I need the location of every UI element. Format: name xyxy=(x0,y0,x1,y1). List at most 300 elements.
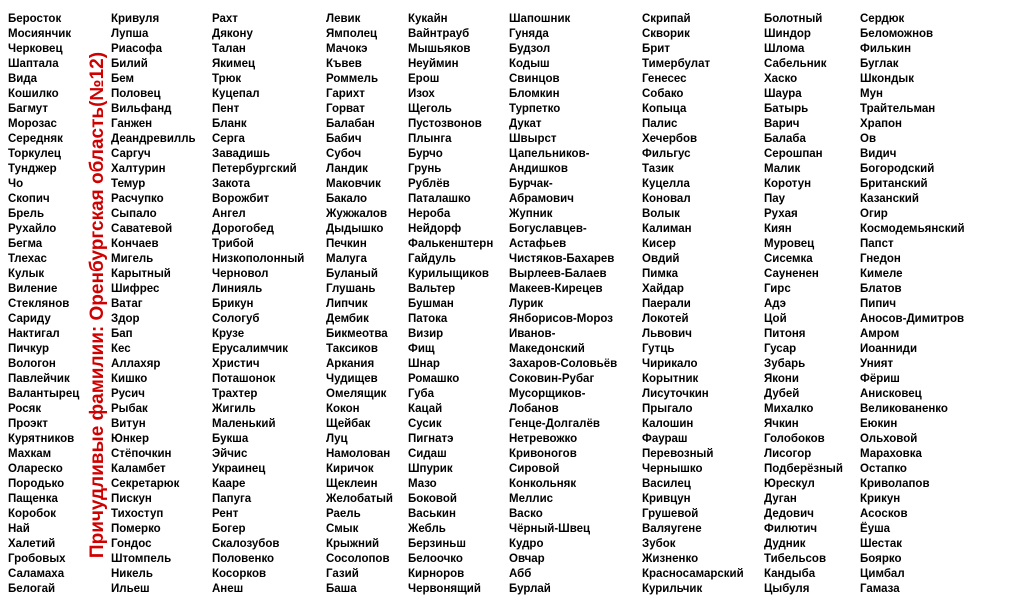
surname-item: Балаба xyxy=(764,133,806,145)
surname-item: Завадишь xyxy=(212,148,270,160)
surname-item: Крузе xyxy=(212,328,245,340)
surname-item: Овдий xyxy=(642,253,680,265)
surname-item: Къвев xyxy=(326,58,362,70)
surname-item: Ямполец xyxy=(326,28,378,40)
surname-item: Сыпало xyxy=(111,208,157,220)
surname-item: Махкам xyxy=(8,448,52,460)
surname-item: Лурик xyxy=(509,298,544,310)
surname-item: Локотей xyxy=(642,313,689,325)
surname-item: Половец xyxy=(111,88,161,100)
surname-item: Дудник xyxy=(764,538,806,550)
surname-item: Сердюк xyxy=(860,13,905,25)
surname-column-8 xyxy=(764,12,843,597)
surname-item: Каламбет xyxy=(111,463,166,475)
surname-item: Грунь xyxy=(408,163,442,175)
surname-item: Паерали xyxy=(642,298,691,310)
surname-item: Коновал xyxy=(642,193,691,205)
surname-item: Саламаха xyxy=(8,568,65,580)
surname-item: Луц xyxy=(326,433,348,445)
surname-item: Кацай xyxy=(408,403,443,415)
surname-item: Ворожбит xyxy=(212,193,270,205)
surname-item: Породько xyxy=(8,478,65,490)
surname-item: Морозас xyxy=(8,118,57,130)
surname-item: Маковчик xyxy=(326,178,381,190)
surname-item: Низкополонный xyxy=(212,253,305,265)
surname-item: Киричок xyxy=(326,463,374,475)
surname-item: Курятников xyxy=(8,433,75,445)
surname-item: Бем xyxy=(111,73,135,85)
surname-item: Мусорщиков- xyxy=(509,388,586,400)
surname-item: Лисогор xyxy=(764,448,812,460)
surname-item: Печкин xyxy=(326,238,367,250)
surname-item: Фаураш xyxy=(642,433,688,445)
surname-item: Шаура xyxy=(764,88,802,100)
surname-item: Лисуточкин xyxy=(642,388,709,400)
surname-item: Лобанов xyxy=(509,403,559,415)
surname-item: Чёрный-Швец xyxy=(509,523,591,535)
surname-item: Мун xyxy=(860,88,883,100)
surname-item: Папуга xyxy=(212,493,252,505)
surname-item: Мышьяков xyxy=(408,43,471,55)
surname-item: Ромашко xyxy=(408,373,460,385)
surname-item: Тихоступ xyxy=(111,508,164,520)
surname-item: Червонящий xyxy=(408,583,481,595)
surname-item: Буглак xyxy=(860,58,899,70)
surname-item: Жизненко xyxy=(642,553,699,565)
surname-item: Львович xyxy=(642,328,692,340)
surname-item: Тазик xyxy=(642,163,674,175)
surname-item: Скалозубов xyxy=(212,538,280,550)
surname-item: Гуняда xyxy=(509,28,549,40)
surname-item: Василец xyxy=(642,478,691,490)
surname-item: Паталашко xyxy=(408,193,471,205)
surname-item: Цимбал xyxy=(860,568,905,580)
surname-item: Кокон xyxy=(326,403,360,415)
surname-item: Гусар xyxy=(764,343,797,355)
surname-item: Липчик xyxy=(326,298,368,310)
surname-item: Секретарюк xyxy=(111,478,180,490)
surname-item: Янборисов-Мороз xyxy=(509,313,613,325)
surname-item: Таксиков xyxy=(326,343,378,355)
surname-item: Бурчо xyxy=(408,148,443,160)
surname-item: Куцепал xyxy=(212,88,260,100)
surname-item: Губа xyxy=(408,388,434,400)
surname-item: Шнар xyxy=(408,358,440,370)
surname-item: Ватаг xyxy=(111,298,143,310)
surname-item: Подберёзный xyxy=(764,463,843,475)
surname-item: Филькин xyxy=(860,43,912,55)
surname-item: Щеголь xyxy=(408,103,452,115)
surname-item: Вида xyxy=(8,73,38,85)
surname-item: Бикмеотва xyxy=(326,328,388,340)
surname-item: Гайдуль xyxy=(408,253,456,265)
surname-column-2 xyxy=(111,12,196,597)
surname-item: Здор xyxy=(111,313,140,325)
surname-item: Боковой xyxy=(408,493,457,505)
surname-item: Пустозвонов xyxy=(408,118,482,130)
surname-item: Богер xyxy=(212,523,246,535)
surname-item: Сосолопов xyxy=(326,553,390,565)
surname-item: Плынга xyxy=(408,133,452,145)
surname-column-1 xyxy=(8,12,79,597)
surname-item: Линияль xyxy=(212,283,263,295)
surname-item: Белоочко xyxy=(408,553,463,565)
surname-item: Эйчис xyxy=(212,448,248,460)
surname-item: Болотный xyxy=(764,13,823,25)
surname-item: Богородский xyxy=(860,163,935,175)
surname-item: Абб xyxy=(509,568,532,580)
surname-item: Генце-Долгалёв xyxy=(509,418,600,430)
surname-item: Меллис xyxy=(509,493,554,505)
surname-item: Тибельсов xyxy=(764,553,827,565)
surname-item: Андишков xyxy=(509,163,568,175)
surname-item: Дуган xyxy=(764,493,797,505)
surname-item: Рент xyxy=(212,508,239,520)
surname-item: Цыбуля xyxy=(764,583,810,595)
surname-item: Проэкт xyxy=(8,418,48,430)
surname-item: Чудищев xyxy=(326,373,378,385)
surname-item: Букша xyxy=(212,433,249,445)
surname-item: Стеклянов xyxy=(8,298,70,310)
surname-item: Гамаза xyxy=(860,583,900,595)
surname-item: Будзол xyxy=(509,43,551,55)
surname-item: Куцелла xyxy=(642,178,690,190)
surname-item: Блатов xyxy=(860,283,902,295)
surname-item: Видич xyxy=(860,148,897,160)
surname-item: Балабан xyxy=(326,118,375,130)
surname-item: Кошилко xyxy=(8,88,59,100)
surname-item: Халетий xyxy=(8,538,56,550)
surname-item: Желобатый xyxy=(326,493,393,505)
surname-item: Нактигал xyxy=(8,328,60,340)
surname-item: Малик xyxy=(764,163,801,175)
surname-item: Бланк xyxy=(212,118,247,130)
surname-item: Папст xyxy=(860,238,894,250)
surname-item: Буланый xyxy=(326,268,378,280)
surname-item: Нетревожко xyxy=(509,433,578,445)
surname-item: Ов xyxy=(860,133,877,145)
surname-item: Аносов-Димитров xyxy=(860,313,965,325)
surname-item: Брикун xyxy=(212,298,254,310)
surname-item: Патока xyxy=(408,313,448,325)
surname-item: Рухая xyxy=(764,208,798,220)
surname-item: Гирс xyxy=(764,283,791,295)
surname-item: Сусик xyxy=(408,418,442,430)
surname-item: Жужжалов xyxy=(326,208,388,220)
surname-item: Косорков xyxy=(212,568,267,580)
surname-item: Ганжен xyxy=(111,118,153,130)
surname-item: Трахтер xyxy=(212,388,258,400)
surname-item: Чирикало xyxy=(642,358,698,370)
surname-item: Ерош xyxy=(408,73,440,85)
surname-item: Зубарь xyxy=(764,358,806,370)
surname-item: Половенко xyxy=(212,553,275,565)
surname-item: Ангел xyxy=(212,208,246,220)
surname-item: Дубей xyxy=(764,388,800,400)
surname-item: Изох xyxy=(408,88,435,100)
surname-item: Бурлай xyxy=(509,583,551,595)
surname-item: Неуймин xyxy=(408,58,459,70)
surname-item: Сологуб xyxy=(212,313,260,325)
surname-item: Сауненен xyxy=(764,268,819,280)
surname-item: Раель xyxy=(326,508,361,520)
surname-item: Никель xyxy=(111,568,153,580)
page-title: Причудливые фамилии: Оренбургская область(№12) xyxy=(87,51,108,559)
surname-item: Тимербулат xyxy=(642,58,711,70)
surname-item: Филютич xyxy=(764,523,818,535)
surname-item: Красносамарский xyxy=(642,568,744,580)
surname-item: Анисковец xyxy=(860,388,922,400)
surname-item: Пичкур xyxy=(8,343,50,355)
surname-column-5 xyxy=(408,12,493,597)
surname-item: Чернышко xyxy=(642,463,703,475)
surname-item: Сабельник xyxy=(764,58,827,70)
surname-item: Иванов- xyxy=(509,328,556,340)
surname-item: Риасофа xyxy=(111,43,163,55)
surname-item: Дукат xyxy=(509,118,542,130)
surname-item: Павлейчик xyxy=(8,373,70,385)
surname-item: Макеев-Кирецев xyxy=(509,283,603,295)
surname-item: Хайдар xyxy=(642,283,684,295)
surname-item: Чо xyxy=(8,178,24,190)
surname-item: Смык xyxy=(326,523,359,535)
surname-item: Кончаев xyxy=(111,238,159,250)
surname-item: Бабич xyxy=(326,133,362,145)
surname-item: Глушань xyxy=(326,283,376,295)
surname-item: Саргуч xyxy=(111,148,151,160)
surname-item: Остапко xyxy=(860,463,907,475)
surname-item: Мигель xyxy=(111,253,154,265)
surname-item: Васко xyxy=(509,508,543,520)
surname-item: Кулык xyxy=(8,268,45,280)
surname-item: Визир xyxy=(408,328,444,340)
surname-item: Казанский xyxy=(860,193,919,205)
surname-item: Ландик xyxy=(326,163,368,175)
surname-item: Кукайн xyxy=(408,13,448,25)
surname-item: Рахт xyxy=(212,13,238,25)
surname-item: Коротун xyxy=(764,178,812,190)
surname-item: Намолован xyxy=(326,448,391,460)
surname-item: Анеш xyxy=(212,583,244,595)
surname-item: Хаско xyxy=(764,73,798,85)
surname-item: Соковин-Рубаг xyxy=(509,373,595,385)
surname-item: Фёриш xyxy=(860,373,900,385)
surname-item: Кривуля xyxy=(111,13,160,25)
surname-item: Халтурин xyxy=(111,163,166,175)
surname-item: Расчупко xyxy=(111,193,164,205)
surname-item: Грушевой xyxy=(642,508,699,520)
surname-item: Юрескул xyxy=(764,478,815,490)
surname-item: Ерусалимчик xyxy=(212,343,288,355)
surname-item: Кисер xyxy=(642,238,676,250)
surname-item: Христич xyxy=(212,358,260,370)
surname-item: Кирноров xyxy=(408,568,465,580)
surname-item: Вальтер xyxy=(408,283,456,295)
surname-item: Кудро xyxy=(509,538,544,550)
surname-item: Курильчик xyxy=(642,583,703,595)
surname-item: Космодемьянский xyxy=(860,223,965,235)
surname-item: Сидаш xyxy=(408,448,447,460)
surname-item: Швырст xyxy=(509,133,557,145)
surname-item: Шкондык xyxy=(860,73,915,85)
surname-item: Юнкер xyxy=(111,433,149,445)
surname-item: Карытный xyxy=(111,268,171,280)
surname-item: Васькин xyxy=(408,508,456,520)
surname-item: Скрипай xyxy=(642,13,691,25)
surname-item: Омелящик xyxy=(326,388,387,400)
surname-item: Бломкин xyxy=(509,88,560,100)
surname-item: Стёпочкин xyxy=(111,448,172,460)
surname-item: Киян xyxy=(764,223,792,235)
surname-item: Чистяков-Бахарев xyxy=(509,253,615,265)
surname-item: Кес xyxy=(111,343,131,355)
surname-item: Якимец xyxy=(212,58,256,70)
surname-column-7 xyxy=(642,12,744,597)
surname-item: Шлома xyxy=(764,43,805,55)
surname-item: Адэ xyxy=(764,298,786,310)
surname-item: Криволапов xyxy=(860,478,930,490)
surname-item: Шпурик xyxy=(408,463,453,475)
surname-item: Михалко xyxy=(764,403,814,415)
surname-item: Цапельников- xyxy=(509,148,590,160)
surname-item: Перевозный xyxy=(642,448,714,460)
surname-item: Кааре xyxy=(212,478,246,490)
surname-item: Мазо xyxy=(408,478,437,490)
surname-item: Якони xyxy=(764,373,799,385)
surname-item: Пискун xyxy=(111,493,152,505)
surname-item: Гробовых xyxy=(8,553,66,565)
surname-item: Сариду xyxy=(8,313,51,325)
surname-item: Муровец xyxy=(764,238,815,250)
surname-item: Росяк xyxy=(8,403,42,415)
surname-item: Великованенко xyxy=(860,403,948,415)
surname-item: Валантырец xyxy=(8,388,80,400)
surname-item: Билий xyxy=(111,58,148,70)
surname-item: Гондос xyxy=(111,538,152,550)
surname-item: Прыгало xyxy=(642,403,693,415)
surname-item: Британский xyxy=(860,178,928,190)
surname-item: Сисемка xyxy=(764,253,813,265)
surname-item: Пипич xyxy=(860,298,897,310)
surname-item: Рублёв xyxy=(408,178,450,190)
surname-item: Померко xyxy=(111,523,161,535)
surname-item: Македонский xyxy=(509,343,585,355)
surname-item: Вырлеев-Балаев xyxy=(509,268,607,280)
surname-column-4 xyxy=(326,12,393,597)
surname-item: Шестак xyxy=(860,538,902,550)
surname-item: Абрамович xyxy=(509,193,574,205)
surname-item: Тлехас xyxy=(8,253,47,265)
surname-item: Темур xyxy=(111,178,146,190)
surname-item: Шапошник xyxy=(509,13,571,25)
surname-item: Крикун xyxy=(860,493,901,505)
surname-item: Трайтельман xyxy=(860,103,936,115)
surname-item: Пимка xyxy=(642,268,678,280)
surname-item: Фильгус xyxy=(642,148,691,160)
surname-item: Овчар xyxy=(509,553,545,565)
surname-item: Трюк xyxy=(212,73,242,85)
surname-item: Жупник xyxy=(509,208,553,220)
surname-item: Дорогобед xyxy=(212,223,274,235)
surname-item: Пент xyxy=(212,103,240,115)
surname-item: Пащенка xyxy=(8,493,58,505)
surname-item: Вильфанд xyxy=(111,103,172,115)
surname-item: Копыца xyxy=(642,103,687,115)
surname-item: Палис xyxy=(642,118,678,130)
surname-item: Дембик xyxy=(326,313,369,325)
surname-item: Еюкин xyxy=(860,418,898,430)
surname-item: Серга xyxy=(212,133,245,145)
surname-item: Сировой xyxy=(509,463,560,475)
surname-item: Олареско xyxy=(8,463,63,475)
surname-item: Рухайло xyxy=(8,223,57,235)
surname-item: Багмут xyxy=(8,103,48,115)
surname-item: Иоанниди xyxy=(860,343,918,355)
surname-item: Турпетко xyxy=(509,103,561,115)
surname-item: Брель xyxy=(8,208,45,220)
surname-item: Закота xyxy=(212,178,250,190)
surname-item: Деандревилль xyxy=(111,133,196,145)
surname-item: Бакало xyxy=(326,193,367,205)
surname-item: Фищ xyxy=(408,343,435,355)
surname-item: Боярко xyxy=(860,553,902,565)
surname-item: Серошпан xyxy=(764,148,823,160)
surname-item: Кодыш xyxy=(509,58,550,70)
surname-item: Калиман xyxy=(642,223,692,235)
surname-item: Кривцун xyxy=(642,493,691,505)
surname-item: Калошин xyxy=(642,418,694,430)
surname-item: Астафьев xyxy=(509,238,567,250)
surname-item: Собако xyxy=(642,88,684,100)
surname-item: Захаров-Соловьёв xyxy=(509,358,618,370)
surname-item: Щеклеин xyxy=(326,478,378,490)
surname-item: Богуславцев- xyxy=(509,223,587,235)
surname-item: Дедович xyxy=(764,508,814,520)
surname-item: Храпон xyxy=(860,118,903,130)
surname-column-6 xyxy=(509,12,617,597)
surname-item: Зубок xyxy=(642,538,676,550)
surname-item: Штомпель xyxy=(111,553,172,565)
surname-item: Пау xyxy=(764,193,786,205)
surname-column-3 xyxy=(212,12,304,597)
surname-item: Шифрес xyxy=(111,283,160,295)
surname-item: Мосиянчик xyxy=(8,28,72,40)
surname-item: Шаптала xyxy=(8,58,59,70)
surname-item: Гутць xyxy=(642,343,675,355)
surname-item: Коробок xyxy=(8,508,56,520)
surname-item: Середняк xyxy=(8,133,63,145)
surname-item: Асосков xyxy=(860,508,908,520)
surname-item: Субоч xyxy=(326,148,362,160)
surname-item: Дыдышко xyxy=(326,223,384,235)
surname-item: Щейбак xyxy=(326,418,371,430)
surname-item: Ильеш xyxy=(111,583,150,595)
surname-item: Мачокэ xyxy=(326,43,368,55)
surname-item: Кишко xyxy=(111,373,148,385)
surname-item: Гарихт xyxy=(326,88,365,100)
surname-item: Тунджер xyxy=(8,163,57,175)
surname-item: Бегма xyxy=(8,238,43,250)
surname-item: Пигнатэ xyxy=(408,433,454,445)
surname-item: Жебль xyxy=(408,523,446,535)
surname-item: Брит xyxy=(642,43,670,55)
surname-item: Рыбак xyxy=(111,403,148,415)
surname-item: Скопич xyxy=(8,193,50,205)
surname-item: Фалькенштерн xyxy=(408,238,494,250)
surname-item: Украинец xyxy=(212,463,266,475)
surname-item: Горват xyxy=(326,103,365,115)
surname-item: Саватевой xyxy=(111,223,173,235)
